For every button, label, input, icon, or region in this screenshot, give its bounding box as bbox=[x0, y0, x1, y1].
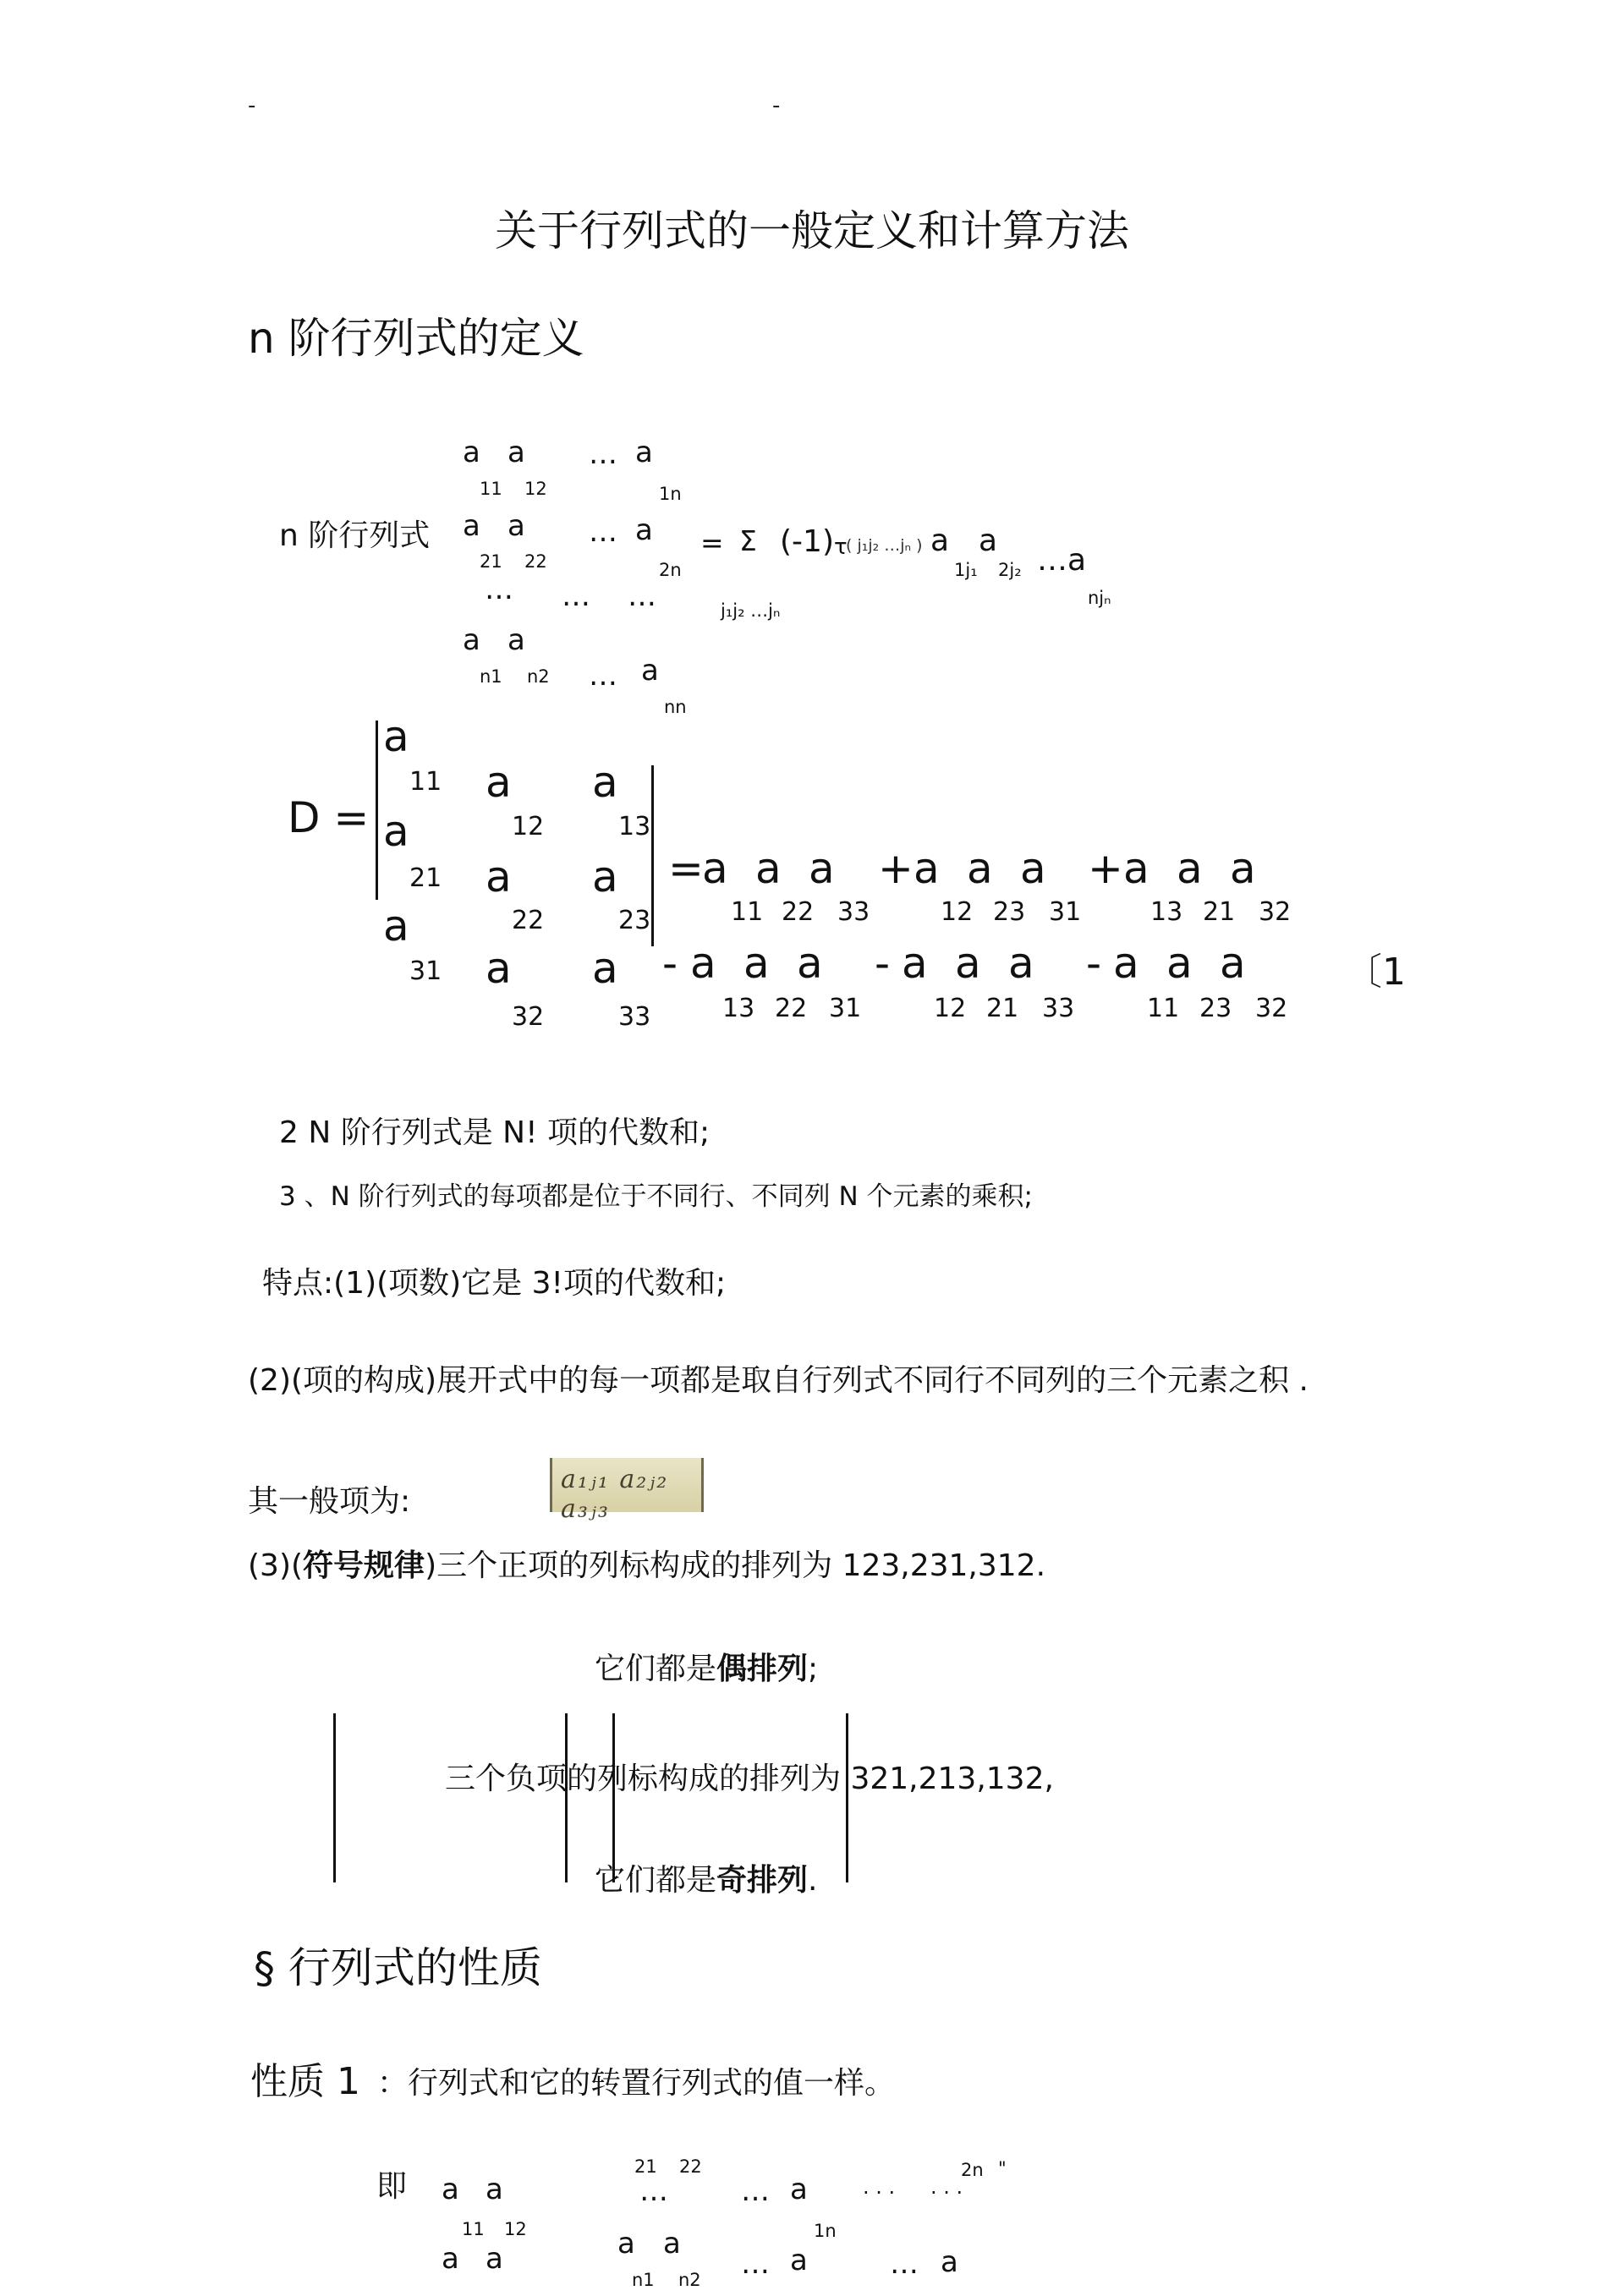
sub-nn: nn bbox=[664, 697, 687, 717]
pos1-a3: a bbox=[809, 844, 835, 893]
feature-3: (3)(符号规律)三个正项的列标构成的排列为 123,231,312. bbox=[248, 1548, 1046, 1583]
pos3-sub3: 32 bbox=[1259, 897, 1292, 927]
pos1-sub2: 22 bbox=[782, 897, 815, 927]
det3-sub-12: 12 bbox=[512, 812, 545, 841]
bt-dots-3: . . . bbox=[863, 2175, 896, 2199]
elem-a12: a bbox=[508, 436, 525, 469]
neg1-a1: a bbox=[690, 939, 716, 988]
neg3-minus: - bbox=[1086, 939, 1102, 988]
n-det-equals: = bbox=[700, 526, 724, 559]
det3-left-bar bbox=[376, 721, 378, 900]
pos2-a2: a bbox=[967, 844, 993, 893]
det3-a31: a bbox=[383, 901, 409, 951]
bt-r2-a2: a bbox=[486, 2242, 503, 2276]
det3-a13: a bbox=[592, 758, 618, 807]
det3-right-bar bbox=[651, 765, 654, 946]
det3-a33: a bbox=[592, 944, 618, 993]
pos1-a1: a bbox=[702, 844, 728, 893]
neg3-sub1: 11 bbox=[1147, 994, 1180, 1023]
sub-1n: 1n bbox=[659, 484, 682, 504]
neg2-sub1: 12 bbox=[934, 994, 967, 1023]
sigma-symbol: Σ bbox=[739, 524, 757, 557]
header-dash-right: - bbox=[772, 93, 781, 118]
det3-sub-33: 33 bbox=[618, 1002, 651, 1032]
det3-a11: a bbox=[383, 712, 409, 761]
pos3-a2: a bbox=[1177, 844, 1203, 893]
pos2-a3: a bbox=[1020, 844, 1046, 893]
sub-22: 22 bbox=[524, 551, 547, 572]
det3-sub-11: 11 bbox=[409, 767, 442, 797]
neg2-a1: a bbox=[902, 939, 928, 988]
elem-row1-dots: … bbox=[589, 437, 617, 471]
det3-a21: a bbox=[383, 807, 409, 856]
negative-permutation-line: 三个负项的列标构成的排列为 321,213,132, bbox=[445, 1762, 1054, 1796]
sub-n1: n1 bbox=[480, 666, 502, 687]
box-line-1 bbox=[333, 1713, 336, 1882]
elem-a22: a bbox=[508, 509, 525, 543]
box-line-4 bbox=[846, 1713, 848, 1882]
neg2-a2: a bbox=[955, 939, 981, 988]
neg1-sub1: 13 bbox=[722, 994, 755, 1023]
neg3-a3: a bbox=[1220, 939, 1246, 988]
section-heading-properties: § 行列式的性质 bbox=[254, 1943, 542, 1992]
det3-a32: a bbox=[486, 944, 512, 993]
feature-1: 特点:(1)(项数)它是 3!项的代数和; bbox=[262, 1266, 727, 1301]
bt-dots-6: … bbox=[890, 2247, 919, 2281]
det3-sub-23: 23 bbox=[618, 906, 651, 935]
bt-a11: a bbox=[442, 2173, 459, 2206]
bt-dots-5: … bbox=[741, 2247, 770, 2281]
det3-lhs: D = bbox=[288, 793, 370, 842]
elem-row3-dots-3: … bbox=[628, 579, 656, 613]
term-dots-an: …a bbox=[1037, 543, 1087, 578]
bt-dots-2: … bbox=[741, 2174, 770, 2208]
property-1-text: ：行列式和它的转置行列式的值一样。 bbox=[377, 2066, 896, 2101]
neg3-sub2: 23 bbox=[1199, 994, 1232, 1023]
neg2-a3: a bbox=[1008, 939, 1034, 988]
neg2-sub2: 21 bbox=[986, 994, 1019, 1023]
det3-a22: a bbox=[486, 852, 512, 901]
neg3-sub3: 32 bbox=[1255, 994, 1288, 1023]
det3-equals: = bbox=[668, 844, 704, 893]
bt-a12: a bbox=[486, 2173, 503, 2206]
bt-sub-n2: n2 bbox=[678, 2270, 701, 2290]
term-sub-2j2: 2j₂ bbox=[998, 560, 1022, 580]
neg3-a1: a bbox=[1113, 939, 1139, 988]
elem-a21: a bbox=[463, 509, 480, 543]
neg2-minus: - bbox=[875, 939, 891, 988]
neg3-a2: a bbox=[1166, 939, 1193, 988]
odd-permutation-line: 它们都是奇排列. bbox=[595, 1863, 818, 1898]
bt-sub-n1: n1 bbox=[632, 2270, 655, 2290]
pos2-sub1: 12 bbox=[941, 897, 974, 927]
bt-sub-1n: 1n bbox=[814, 2221, 837, 2241]
bt-mid-dots: … bbox=[639, 2174, 668, 2208]
tau-args: ( j₁j₂ …jₙ ) bbox=[846, 536, 923, 555]
sign-factor: (-1) bbox=[780, 524, 834, 559]
box-line-3 bbox=[612, 1713, 615, 1882]
header-dash-left: - bbox=[248, 93, 256, 118]
term-a2: a bbox=[979, 523, 998, 558]
det3-sub-22: 22 bbox=[512, 906, 545, 935]
neg1-a2: a bbox=[743, 939, 770, 988]
bt-sub-2n: 2n bbox=[961, 2160, 984, 2180]
det3-equation-label: 〔1 bbox=[1345, 951, 1406, 994]
general-term-image: a₁ⱼ₁ a₂ⱼ₂ a₃ⱼ₃ bbox=[550, 1458, 704, 1512]
pos2-sub3: 31 bbox=[1049, 897, 1082, 927]
bt-an1: a bbox=[617, 2227, 635, 2260]
det3-sub-21: 21 bbox=[409, 863, 442, 893]
bt-sub-12: 12 bbox=[504, 2219, 527, 2239]
point-2: 2 N 阶行列式是 N! 项的代数和; bbox=[279, 1115, 710, 1150]
term-sub-1j1: 1j₁ bbox=[954, 560, 978, 580]
property-1-label: 性质 1 bbox=[250, 2060, 360, 2103]
even-permutation-line: 它们都是偶排列; bbox=[595, 1652, 819, 1686]
det3-sub-13: 13 bbox=[618, 812, 651, 841]
elem-a11: a bbox=[463, 436, 480, 469]
elem-an1: a bbox=[463, 623, 480, 657]
neg1-minus: - bbox=[662, 939, 678, 988]
page-title: 关于行列式的一般定义和计算方法 bbox=[495, 206, 1129, 255]
sub-12: 12 bbox=[524, 479, 547, 499]
box-line-2 bbox=[565, 1713, 568, 1882]
pos3-plus: + bbox=[1088, 844, 1123, 893]
pos1-sub1: 11 bbox=[731, 897, 764, 927]
bt-a-last-2: a bbox=[941, 2245, 958, 2279]
det3-a12: a bbox=[486, 758, 512, 807]
sub-21: 21 bbox=[480, 551, 502, 572]
elem-row3-dots-1: … bbox=[485, 573, 513, 606]
det3-a23: a bbox=[592, 852, 618, 901]
elem-row3-dots-2: … bbox=[562, 579, 590, 613]
neg1-sub2: 22 bbox=[775, 994, 808, 1023]
feature-2: (2)(项的构成)展开式中的每一项都是取自行列式不同行不同列的三个元素之积 . bbox=[248, 1363, 1309, 1398]
sub-11: 11 bbox=[480, 479, 502, 499]
term-sub-njn: njₙ bbox=[1088, 588, 1111, 608]
pos2-plus: + bbox=[878, 844, 914, 893]
general-term-label: 其一般项为: bbox=[248, 1484, 411, 1519]
pos3-a3: a bbox=[1230, 844, 1256, 893]
elem-an2: a bbox=[508, 623, 525, 657]
pos3-sub2: 21 bbox=[1203, 897, 1236, 927]
elem-a2n: a bbox=[635, 513, 653, 547]
elem-row4-dots: … bbox=[589, 659, 617, 693]
neg2-sub3: 33 bbox=[1042, 994, 1075, 1023]
det3-sub-32: 32 bbox=[512, 1002, 545, 1032]
bt-a1n: a bbox=[790, 2173, 808, 2206]
neg1-a3: a bbox=[797, 939, 823, 988]
pos2-a1: a bbox=[914, 844, 940, 893]
ji-label: 即 bbox=[376, 2169, 408, 2204]
sub-2n: 2n bbox=[659, 560, 682, 580]
elem-row2-dots: … bbox=[589, 515, 617, 549]
bt-a-last-1: a bbox=[790, 2244, 808, 2277]
bt-r2-a1: a bbox=[442, 2242, 459, 2276]
elem-a1n: a bbox=[635, 436, 653, 469]
section-heading-definition: n 阶行列式的定义 bbox=[248, 314, 584, 363]
term-a1: a bbox=[930, 523, 950, 558]
bt-sub-22: 22 bbox=[679, 2156, 702, 2177]
det3-sub-31: 31 bbox=[409, 956, 442, 986]
pos2-sub2: 23 bbox=[993, 897, 1026, 927]
pos3-sub1: 13 bbox=[1150, 897, 1183, 927]
sub-n2: n2 bbox=[527, 666, 550, 687]
bt-sub-21: 21 bbox=[634, 2156, 657, 2177]
bt-dots-4: . . . bbox=[930, 2175, 963, 2199]
elem-ann: a bbox=[641, 654, 659, 688]
pos3-a1: a bbox=[1123, 844, 1149, 893]
bt-quote: " bbox=[998, 2158, 1007, 2178]
point-3: 3 、N 阶行列式的每项都是位于不同行、不同列 N 个元素的乘积; bbox=[279, 1181, 1033, 1212]
neg1-sub3: 31 bbox=[829, 994, 862, 1023]
n-det-label: n 阶行列式 bbox=[279, 518, 431, 553]
bt-sub-11: 11 bbox=[462, 2219, 485, 2239]
bt-an2: a bbox=[663, 2227, 681, 2260]
sum-index: j₁j₂ …jₙ bbox=[721, 600, 781, 621]
pos1-sub3: 33 bbox=[837, 897, 870, 927]
pos1-a2: a bbox=[755, 844, 782, 893]
tau-symbol: τ bbox=[834, 534, 848, 560]
